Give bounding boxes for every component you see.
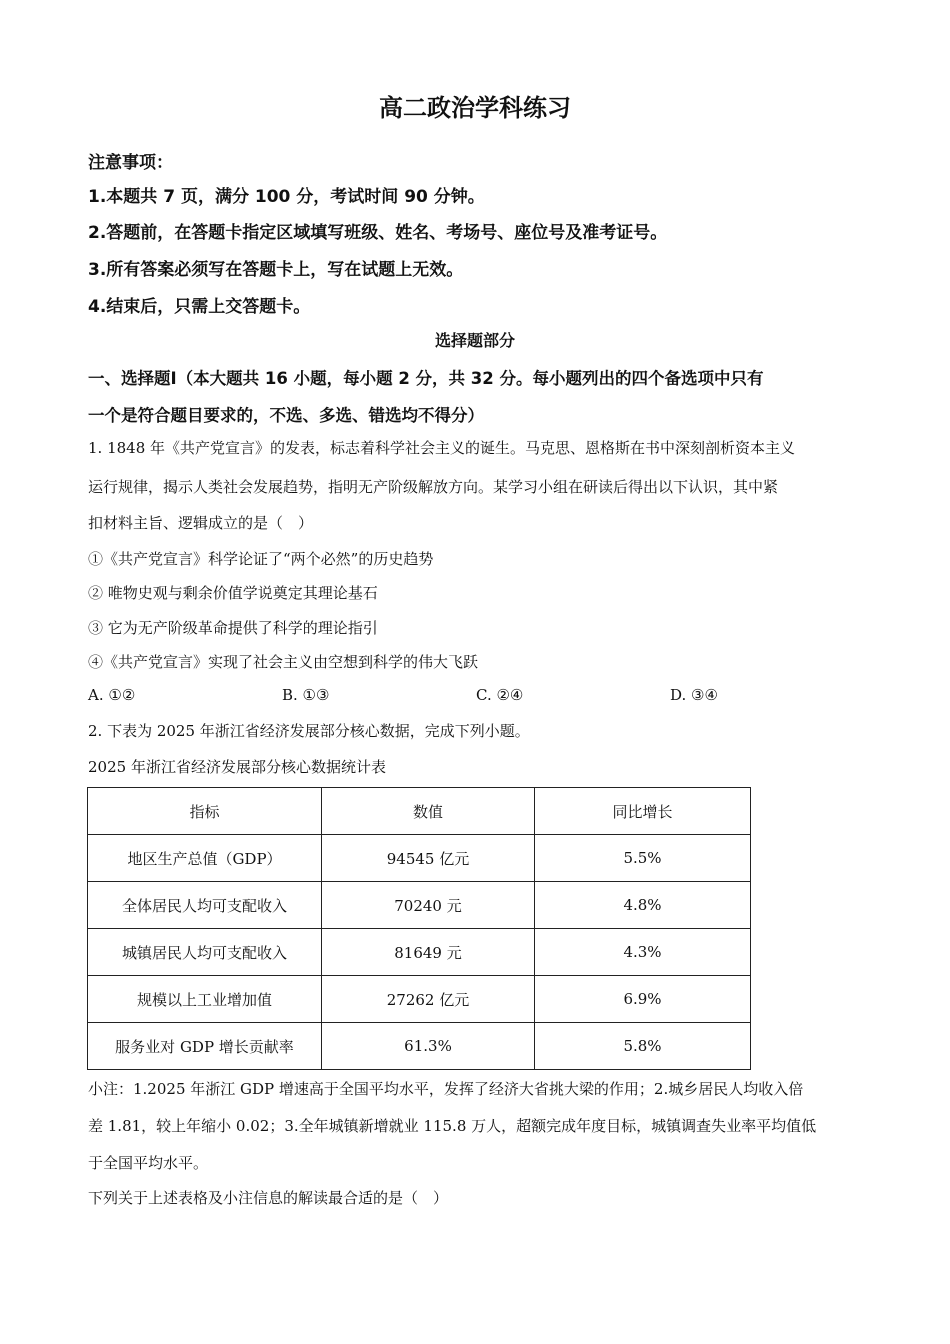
page-title: 高二政治学科练习 [379,94,571,122]
table-row [88,1023,751,1070]
table-cell: 5.5% [535,835,751,882]
part1-heading-line2: 一个是符合题目要求的，不选、多选、错选均不得分） [88,406,484,425]
data-table [87,787,751,1070]
table-cell: 6.9% [535,976,751,1023]
table-cell: 服务业对 GDP 增长贡献率 [88,1023,322,1070]
q1-statement-4: ④《共产党宣言》实现了社会主义由空想到科学的伟大飞跃 [88,653,479,671]
q1-stem-line2: 运行规律，揭示人类社会发展趋势，指明无产阶级解放方向。某学习小组在研读后得出以下认识，其中紧 [88,478,779,496]
table-cell: 4.8% [535,882,751,929]
notice-item-3: 3.所有答案必须写在答题卡上，写在试题上无效。 [88,260,464,280]
table-row [88,835,751,882]
notice-item-1: 1.本题共 7 页，满分 100 分，考试时间 90 分钟。 [88,187,485,207]
q1-option-d: D. ③④ [670,686,718,704]
table-header-cell: 同比增长 [535,788,751,835]
q1-option-c: C. ②④ [476,686,524,704]
table-cell: 94545 亿元 [322,835,535,882]
table-cell: 地区生产总值（GDP） [88,835,322,882]
notice-item-2: 2.答题前，在答题卡指定区域填写班级、姓名、考场号、座位号及准考证号。 [88,223,668,243]
table-cell: 81649 元 [322,929,535,976]
section-title: 选择题部分 [434,331,515,350]
q1-option-b: B. ①③ [282,686,330,704]
table-cell: 全体居民人均可支配收入 [88,882,322,929]
q2-question: 下列关于上述表格及小注信息的解读最合适的是（ ） [88,1189,449,1207]
q1-statement-2: ② 唯物史观与剩余价值学说奠定其理论基石 [88,584,378,602]
note-line3: 于全国平均水平。 [88,1154,209,1172]
q1-stem-line1: 1. 1848 年《共产党宣言》的发表，标志着科学社会主义的诞生。马克思、恩格斯在书中深刻剖析资本主义 [88,439,796,457]
notice-item-4: 4.结束后，只需上交答题卡。 [88,297,311,317]
q2-intro: 2. 下表为 2025 年浙江省经济发展部分核心数据，完成下列小题。 [88,722,530,740]
table-header-row [88,788,751,835]
part1-heading-line1: 一、选择题Ⅰ（本大题共 16 小题，每小题 2 分，共 32 分。每小题列出的四个备选项中只有 [88,369,764,388]
note-line2: 差 1.81，较上年缩小 0.02；3.全年城镇新增就业 115.8 万人，超额完成年度目标，城镇调查失业率平均值低 [88,1117,817,1135]
table-row [88,929,751,976]
table-cell: 规模以上工业增加值 [88,976,322,1023]
table-cell: 61.3% [322,1023,535,1070]
notice-heading: 注意事项： [88,153,173,173]
table-cell: 城镇居民人均可支配收入 [88,929,322,976]
table-cell: 4.3% [535,929,751,976]
table-cell: 70240 元 [322,882,535,929]
table-header-cell: 数值 [322,788,535,835]
table-header-cell: 指标 [88,788,322,835]
q1-stem-line3: 扣材料主旨、逻辑成立的是（ ） [88,514,314,532]
table-cell: 5.8% [535,1023,751,1070]
note-line1: 小注：1.2025 年浙江 GDP 增速高于全国平均水平，发挥了经济大省挑大梁的作用；2.城乡居民人均收入倍 [88,1080,804,1098]
table-cell: 27262 亿元 [322,976,535,1023]
q1-statement-1: ①《共产党宣言》科学论证了“两个必然”的历史趋势 [88,550,434,568]
q1-option-a: A. ①② [88,686,136,704]
table-caption: 2025 年浙江省经济发展部分核心数据统计表 [88,758,386,776]
table-row [88,882,751,929]
table-row [88,976,751,1023]
q1-statement-3: ③ 它为无产阶级革命提供了科学的理论指引 [88,619,378,637]
